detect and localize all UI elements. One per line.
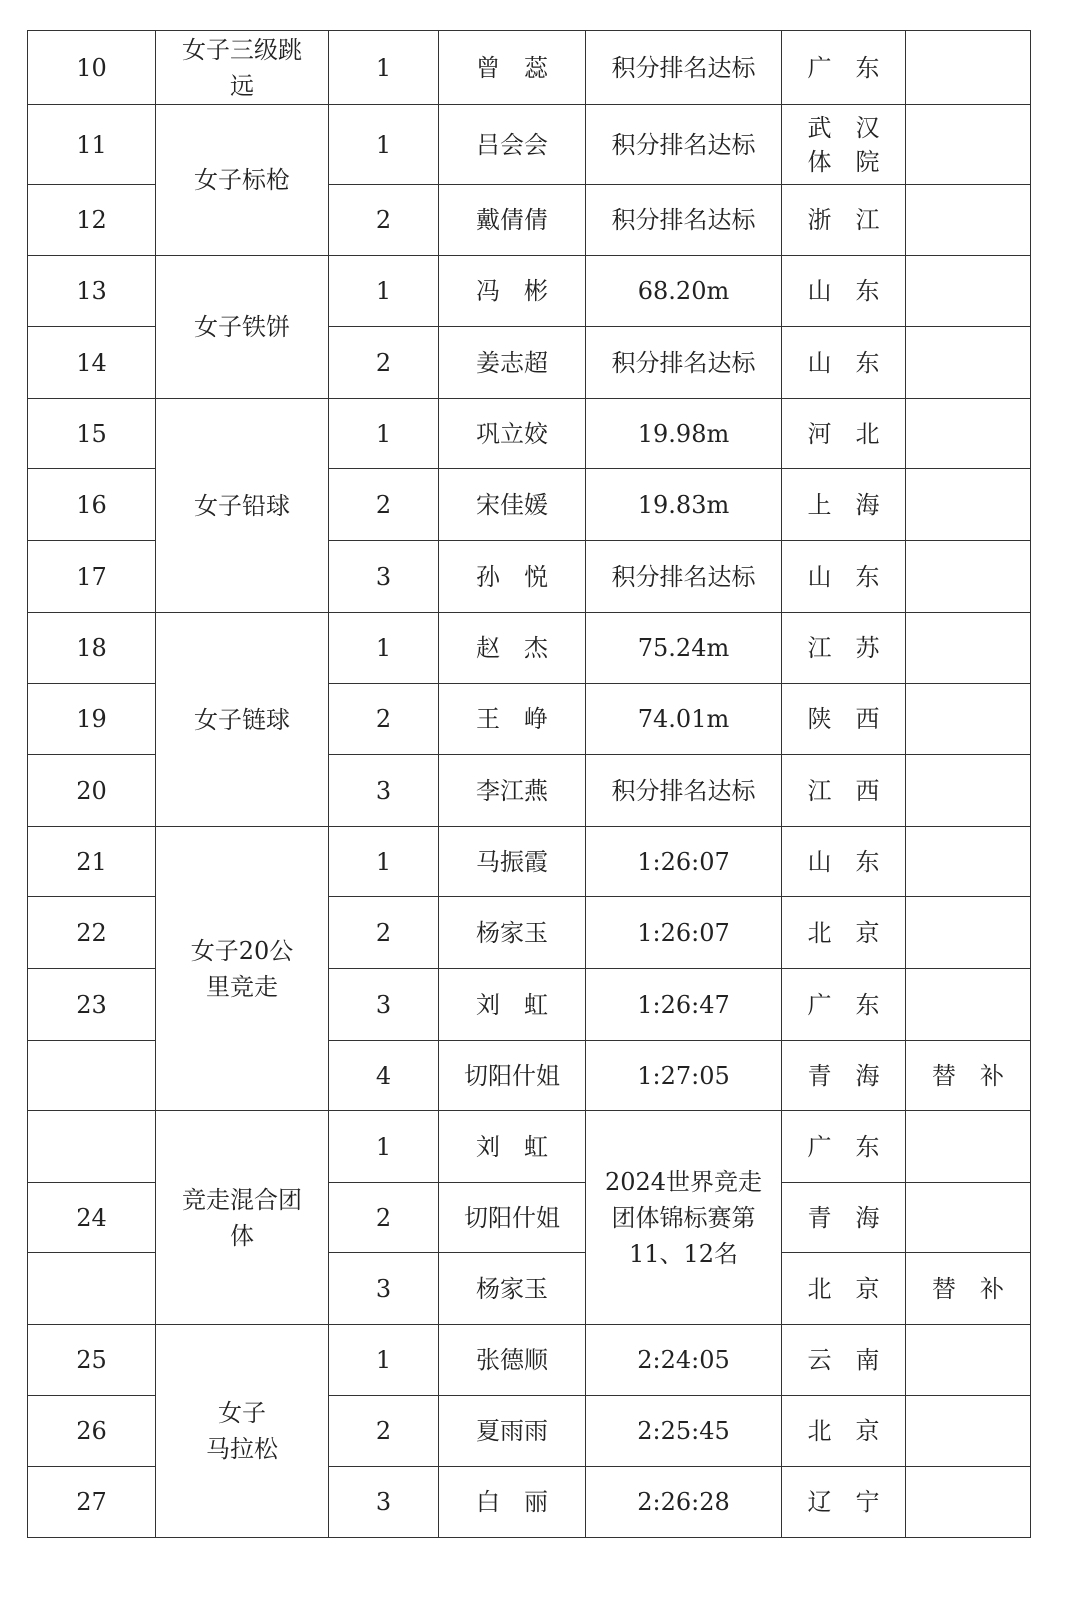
athlete-rank: 3	[329, 1253, 439, 1325]
province: 上 海	[782, 469, 906, 541]
row-number: 15	[28, 399, 156, 469]
note	[906, 1325, 1031, 1396]
athlete-name: 吕会会	[439, 105, 586, 185]
province: 浙 江	[782, 185, 906, 256]
qualifying-result: 19.98m	[586, 399, 782, 469]
athlete-name: 赵 杰	[439, 613, 586, 684]
row-number: 19	[28, 684, 156, 755]
note	[906, 31, 1031, 105]
athlete-rank: 2	[329, 1183, 439, 1253]
athlete-rank: 1	[329, 31, 439, 105]
athlete-name: 张德顺	[439, 1325, 586, 1396]
athlete-name: 马振霞	[439, 827, 586, 897]
qualifying-result: 75.24m	[586, 613, 782, 684]
province: 北 京	[782, 897, 906, 969]
province: 武 汉 体 院	[782, 105, 906, 185]
row-number	[28, 1253, 156, 1325]
table-row	[28, 827, 1031, 897]
note	[906, 969, 1031, 1041]
row-number: 20	[28, 755, 156, 827]
athlete-rank: 2	[329, 897, 439, 969]
note	[906, 327, 1031, 399]
table-row	[28, 613, 1031, 684]
event-name: 竞走混合团 体	[156, 1111, 329, 1325]
province: 青 海	[782, 1183, 906, 1253]
qualifying-result: 2:25:45	[586, 1396, 782, 1467]
province: 云 南	[782, 1325, 906, 1396]
athlete-name: 切阳什姐	[439, 1041, 586, 1111]
athlete-name: 王 峥	[439, 684, 586, 755]
athlete-rank: 3	[329, 541, 439, 613]
qualifying-result: 1:27:05	[586, 1041, 782, 1111]
note	[906, 541, 1031, 613]
athlete-name: 切阳什姐	[439, 1183, 586, 1253]
athlete-rank: 1	[329, 256, 439, 327]
row-number: 10	[28, 31, 156, 105]
province: 江 苏	[782, 613, 906, 684]
athlete-rank: 1	[329, 105, 439, 185]
event-name: 女子三级跳 远	[156, 31, 329, 105]
qualifying-result: 2:24:05	[586, 1325, 782, 1396]
qualifying-result: 1:26:07	[586, 897, 782, 969]
event-name: 女子铁饼	[156, 256, 329, 399]
qualifying-result: 积分排名达标	[586, 105, 782, 185]
table-row	[28, 105, 1031, 185]
event-name: 女子20公 里竞走	[156, 827, 329, 1111]
row-number: 12	[28, 185, 156, 256]
athlete-name: 曾 蕊	[439, 31, 586, 105]
athlete-name: 宋佳媛	[439, 469, 586, 541]
qualifying-result: 68.20m	[586, 256, 782, 327]
note: 替 补	[906, 1041, 1031, 1111]
row-number	[28, 1111, 156, 1183]
athlete-roster-table	[27, 30, 1031, 1538]
province: 陕 西	[782, 684, 906, 755]
province: 广 东	[782, 31, 906, 105]
row-number	[28, 1041, 156, 1111]
qualifying-result: 19.83m	[586, 469, 782, 541]
province: 北 京	[782, 1396, 906, 1467]
province: 山 东	[782, 541, 906, 613]
athlete-rank: 1	[329, 1325, 439, 1396]
province: 青 海	[782, 1041, 906, 1111]
athlete-name: 李江燕	[439, 755, 586, 827]
athlete-name: 杨家玉	[439, 897, 586, 969]
row-number: 23	[28, 969, 156, 1041]
athlete-name: 刘 虹	[439, 1111, 586, 1183]
row-number: 25	[28, 1325, 156, 1396]
note	[906, 827, 1031, 897]
row-number: 24	[28, 1183, 156, 1253]
province: 山 东	[782, 256, 906, 327]
athlete-rank: 1	[329, 827, 439, 897]
table-row	[28, 31, 1031, 105]
athlete-rank: 2	[329, 469, 439, 541]
event-name: 女子链球	[156, 613, 329, 827]
table-row	[28, 1111, 1031, 1183]
athlete-rank: 3	[329, 755, 439, 827]
qualifying-result: 积分排名达标	[586, 31, 782, 105]
row-number: 26	[28, 1396, 156, 1467]
table-row	[28, 1325, 1031, 1396]
athlete-rank: 2	[329, 185, 439, 256]
event-name: 女子铅球	[156, 399, 329, 613]
qualifying-result: 2024世界竞走 团体锦标赛第 11、12名	[586, 1111, 782, 1325]
note	[906, 469, 1031, 541]
note	[906, 105, 1031, 185]
qualifying-result: 1:26:47	[586, 969, 782, 1041]
athlete-name: 姜志超	[439, 327, 586, 399]
athlete-name: 杨家玉	[439, 1253, 586, 1325]
athlete-rank: 1	[329, 613, 439, 684]
row-number: 18	[28, 613, 156, 684]
province: 山 东	[782, 827, 906, 897]
table-row	[28, 399, 1031, 469]
qualifying-result: 积分排名达标	[586, 755, 782, 827]
row-number: 11	[28, 105, 156, 185]
row-number: 16	[28, 469, 156, 541]
athlete-rank: 3	[329, 969, 439, 1041]
qualifying-result: 积分排名达标	[586, 327, 782, 399]
row-number: 17	[28, 541, 156, 613]
qualifying-result: 积分排名达标	[586, 541, 782, 613]
athlete-name: 夏雨雨	[439, 1396, 586, 1467]
athlete-rank: 2	[329, 684, 439, 755]
note	[906, 399, 1031, 469]
row-number: 27	[28, 1467, 156, 1538]
note	[906, 1111, 1031, 1183]
athlete-rank: 1	[329, 1111, 439, 1183]
qualifying-result: 积分排名达标	[586, 185, 782, 256]
note	[906, 1183, 1031, 1253]
note	[906, 1396, 1031, 1467]
athlete-rank: 4	[329, 1041, 439, 1111]
qualifying-result: 74.01m	[586, 684, 782, 755]
note	[906, 1467, 1031, 1538]
note	[906, 613, 1031, 684]
note	[906, 185, 1031, 256]
note	[906, 755, 1031, 827]
athlete-name: 孙 悦	[439, 541, 586, 613]
athlete-name: 白 丽	[439, 1467, 586, 1538]
note	[906, 897, 1031, 969]
qualifying-result: 1:26:07	[586, 827, 782, 897]
table-row	[28, 256, 1031, 327]
athlete-name: 戴倩倩	[439, 185, 586, 256]
row-number: 14	[28, 327, 156, 399]
note	[906, 256, 1031, 327]
province: 广 东	[782, 1111, 906, 1183]
athlete-rank: 2	[329, 1396, 439, 1467]
athlete-rank: 1	[329, 399, 439, 469]
note	[906, 684, 1031, 755]
athlete-name: 巩立姣	[439, 399, 586, 469]
athlete-name: 冯 彬	[439, 256, 586, 327]
province: 山 东	[782, 327, 906, 399]
event-name: 女子 马拉松	[156, 1325, 329, 1538]
province: 北 京	[782, 1253, 906, 1325]
row-number: 22	[28, 897, 156, 969]
row-number: 13	[28, 256, 156, 327]
athlete-rank: 3	[329, 1467, 439, 1538]
athlete-rank: 2	[329, 327, 439, 399]
row-number: 21	[28, 827, 156, 897]
province: 江 西	[782, 755, 906, 827]
province: 广 东	[782, 969, 906, 1041]
note: 替 补	[906, 1253, 1031, 1325]
event-name: 女子标枪	[156, 105, 329, 256]
province: 河 北	[782, 399, 906, 469]
qualifying-result: 2:26:28	[586, 1467, 782, 1538]
province: 辽 宁	[782, 1467, 906, 1538]
athlete-name: 刘 虹	[439, 969, 586, 1041]
